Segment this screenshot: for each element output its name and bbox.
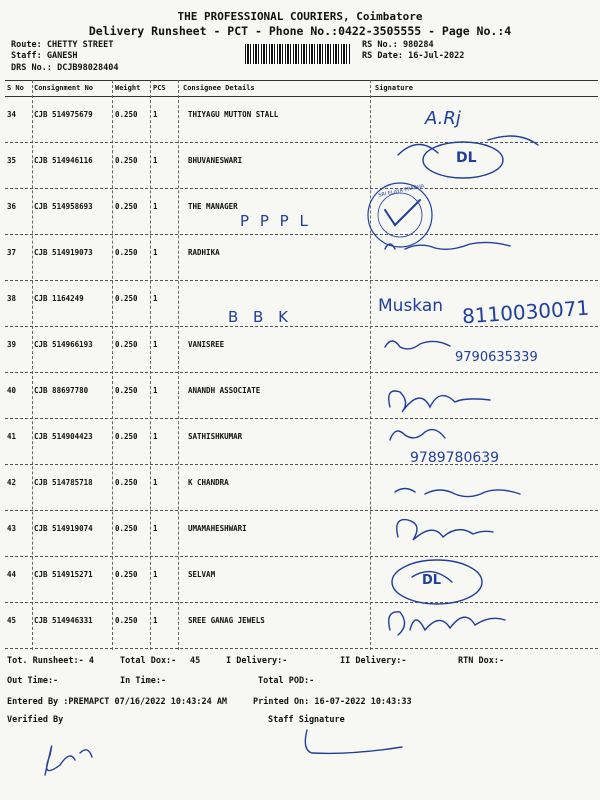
handwriting-phone1: 8110030071: [461, 295, 590, 329]
cell-weight: 0.250: [115, 478, 138, 487]
route-label: Route:: [11, 40, 42, 50]
cell-consignment-no: CJB 514785718: [34, 478, 93, 487]
route-line: [11, 40, 113, 50]
cell-consignee: K CHANDRA: [188, 478, 229, 487]
cell-weight: 0.250: [115, 156, 138, 165]
out-time: Out Time:-: [7, 676, 59, 686]
cell-consignment-no: CJB 514958693: [34, 202, 93, 211]
cell-pcs: 1: [153, 294, 158, 303]
dl-mark-44: DL: [422, 573, 442, 588]
stamp-text: SRI ELAYA PRABHA: [377, 183, 425, 199]
staff-signature: [292, 725, 412, 760]
drs-label: DRS No.:: [11, 63, 52, 73]
cell-sno: 35: [7, 156, 17, 165]
cell-pcs: 1: [153, 110, 158, 119]
handwriting-phone3: 9789780639: [410, 450, 500, 466]
total-dox-value: 45: [190, 656, 201, 666]
table-row: [5, 510, 598, 557]
signature-arj: A.Rj: [425, 108, 461, 129]
cell-consignee: THE MANAGER: [188, 202, 238, 211]
cell-weight: 0.250: [115, 202, 138, 211]
cell-sno: 39: [7, 340, 17, 349]
drs-line: [11, 63, 119, 73]
handwriting-pppl: P P P L: [240, 212, 311, 230]
in-time: In Time:-: [120, 676, 167, 686]
cell-pcs: 1: [153, 432, 158, 441]
cell-sno: 44: [7, 570, 17, 579]
table-header: [5, 80, 598, 97]
cell-consignee: BHUVANESWARI: [188, 156, 243, 165]
signature-42: [390, 482, 530, 502]
cell-consignment-no: CJB 514915271: [34, 570, 93, 579]
cell-sno: 34: [7, 110, 17, 119]
company-title: THE PROFESSIONAL COURIERS, Coimbatore: [177, 10, 423, 23]
cell-consignment-no: CJB 514946331: [34, 616, 93, 625]
printed-on: Printed On: 16-07-2022 10:43:33: [253, 697, 412, 707]
rtn-dox: RTN Dox:-: [458, 656, 505, 666]
rs-date-label: RS Date:: [362, 51, 403, 61]
dl-mark-35: DL: [456, 150, 477, 166]
cell-pcs: 1: [153, 616, 158, 625]
cell-consignment-no: CJB 514946116: [34, 156, 93, 165]
cell-consignee: THIYAGU MUTTON STALL: [188, 110, 279, 119]
cell-sno: 41: [7, 432, 17, 441]
route-value: CHETTY STREET: [46, 40, 114, 50]
verified-by: Verified By: [7, 715, 64, 725]
barcode: [245, 44, 350, 64]
cell-consignment-no: CJB 1164249: [34, 294, 84, 303]
cell-weight: 0.250: [115, 340, 138, 349]
rs-no-label: RS No.:: [362, 40, 398, 50]
signature-37: [380, 234, 530, 264]
cell-consignee: ANANDH ASSOCIATE: [188, 386, 261, 395]
cell-sno: 36: [7, 202, 17, 211]
cell-consignment-no: CJB 88697780: [34, 386, 89, 395]
cell-sno: 37: [7, 248, 17, 257]
total-runsheet: Tot. Runsheet:- 4: [7, 656, 94, 666]
entered-by: Entered By :PREMAPCT 07/16/2022 10:43:24 AM: [7, 697, 228, 707]
cell-weight: 0.250: [115, 432, 138, 441]
cell-pcs: 1: [153, 156, 158, 165]
cell-pcs: 1: [153, 248, 158, 257]
cell-weight: 0.250: [115, 570, 138, 579]
cell-sno: 38: [7, 294, 17, 303]
cell-pcs: 1: [153, 570, 158, 579]
cell-consignee: SATHISHKUMAR: [188, 432, 243, 441]
staff-value: GANESH: [46, 51, 78, 61]
cell-consignee: RADHIKA: [188, 248, 220, 257]
col-consignment: Consignment No: [34, 84, 94, 92]
cell-consignment-no: CJB 514975679: [34, 110, 93, 119]
cell-pcs: 1: [153, 202, 158, 211]
signature-41: [385, 420, 455, 448]
col-pcs: PCS: [153, 84, 166, 92]
cell-consignment-no: CJB 514966193: [34, 340, 93, 349]
cell-consignee: SREE GANAG JEWELS: [188, 616, 265, 625]
cell-weight: 0.250: [115, 616, 138, 625]
signature-39: [380, 332, 460, 356]
staff-signature-label: Staff Signature: [268, 715, 345, 725]
table-row: [5, 372, 598, 419]
total-dox-label: Total Dox:-: [120, 656, 177, 666]
rs-no-value: 980284: [402, 40, 434, 50]
handwriting-bbk: B B K: [228, 308, 293, 326]
cell-consignee: SELVAM: [188, 570, 216, 579]
cell-pcs: 1: [153, 478, 158, 487]
col-consignee: Consignee Details: [183, 84, 255, 92]
cell-sno: 40: [7, 386, 17, 395]
cell-weight: 0.250: [115, 294, 138, 303]
cell-consignment-no: CJB 514919074: [34, 524, 93, 533]
cell-weight: 0.250: [115, 524, 138, 533]
staff-label: Staff:: [11, 51, 42, 61]
handwriting-muskan: Muskan: [378, 296, 444, 316]
table-row: [5, 418, 598, 465]
staff-line: [11, 51, 78, 61]
rs-date-line: [362, 51, 464, 61]
drs-value: DCJB98028404: [57, 63, 119, 73]
signature-45: [380, 600, 520, 645]
total-pod: Total POD:-: [258, 676, 315, 686]
col-signature: Signature: [375, 84, 413, 92]
cell-pcs: 1: [153, 524, 158, 533]
cell-consignment-no: CJB 514904423: [34, 432, 93, 441]
cell-consignee: VANISREE: [188, 340, 225, 349]
cell-weight: 0.250: [115, 110, 138, 119]
ii-delivery: II Delivery:-: [340, 656, 407, 666]
cell-pcs: 1: [153, 386, 158, 395]
cell-consignment-no: CJB 514919073: [34, 248, 93, 257]
cell-consignee: UMAMAHESHWARI: [188, 524, 247, 533]
cell-weight: 0.250: [115, 386, 138, 395]
handwriting-phone2: 9790635339: [455, 350, 538, 365]
i-delivery: I Delivery:-: [226, 656, 288, 666]
cell-weight: 0.250: [115, 248, 138, 257]
cell-sno: 42: [7, 478, 17, 487]
cell-pcs: 1: [153, 340, 158, 349]
signature-dl-44: [382, 552, 502, 607]
signature-40: [380, 382, 500, 422]
col-sno: S No: [7, 84, 24, 92]
cell-sno: 45: [7, 616, 17, 625]
rs-date-value: 16-Jul-2022: [408, 51, 465, 61]
signature-43: [388, 512, 498, 548]
rs-no-line: [362, 40, 434, 50]
runsheet-subtitle: Delivery Runsheet - PCT - Phone No.:0422-3505555 - Page No.:4: [88, 24, 512, 38]
col-weight: Weight: [115, 84, 141, 92]
verified-signature: [30, 725, 110, 785]
table-row: [5, 556, 598, 603]
cell-sno: 43: [7, 524, 17, 533]
